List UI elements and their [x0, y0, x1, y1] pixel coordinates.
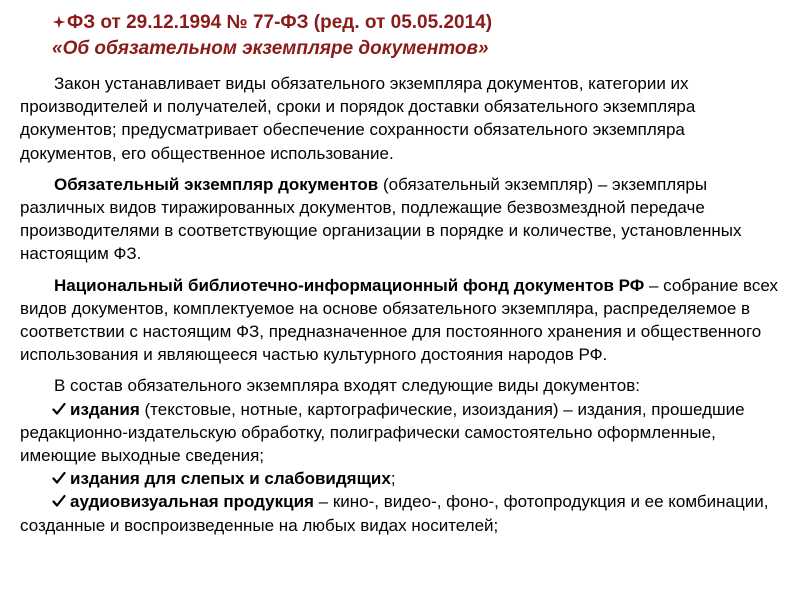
definition-text: (обязательный экземпляр) – экземпляры различных видов тиражированных документов, подлежащие безвозмездной передаче производителями в соответствующие организации в порядке и количестве, установленных настоящим ФЗ. — [20, 174, 742, 264]
law-title — [52, 10, 772, 36]
document-header — [52, 10, 772, 62]
list-item — [20, 467, 780, 490]
intro-paragraph: Закон устанавливает виды обязательного экземпляра документов, категории их производителей и получателей, сроки и порядок доставки обязательного экземпляра документов; предусматривает обеспечение сохранности обязательного экземпляра документов, его общественное использование. — [20, 74, 696, 163]
definition-text: – собрание всех видов документов, комплектуемое на основе обязательного экземпляра, распределяемое в соответствии с настоящим ФЗ, предназначенное для постоянного хранения и общественного использования и являющееся частью культурного достояния народов РФ. — [20, 275, 778, 365]
list-item-text: – кино-, видео-, фоно-, фотопродукция и ее комбинации, созданные и воспроизведенные на любых видах носителей; — [20, 492, 769, 535]
list-item-text: (текстовые, нотные, картографические, изоиздания) – издания, прошедшие редакционно-издательскую обработку, полиграфически самостоятельно оформленные, имеющие выходные сведения; — [20, 399, 745, 466]
checkmark-icon — [52, 494, 66, 508]
document-body — [20, 72, 780, 537]
star-icon — [52, 15, 66, 29]
list-item-term: издания для слепых и слабовидящих — [70, 469, 391, 489]
law-name: «Об обязательном экземпляре документов» — [52, 38, 489, 59]
definition-mandatory-copy — [20, 173, 780, 266]
definition-national-fund — [20, 274, 780, 367]
list-item-text: ; — [390, 469, 396, 489]
law-title-text: ФЗ от 29.12.1994 № 77-ФЗ (ред. от 05.05.2014) — [67, 12, 493, 33]
list-item — [20, 398, 780, 468]
checkmark-icon — [52, 471, 66, 485]
list-intro: В состав обязательного экземпляра входят следующие виды документов: — [54, 376, 640, 396]
list-item-term: аудиовизуальная продукция — [70, 492, 314, 512]
checkmark-icon — [52, 402, 66, 416]
definition-term: Национальный библиотечно-информационный фонд документов РФ — [54, 275, 645, 295]
list-item — [20, 490, 780, 536]
definition-term: Обязательный экземпляр документов — [54, 174, 379, 194]
list-item-term: издания — [70, 399, 140, 419]
